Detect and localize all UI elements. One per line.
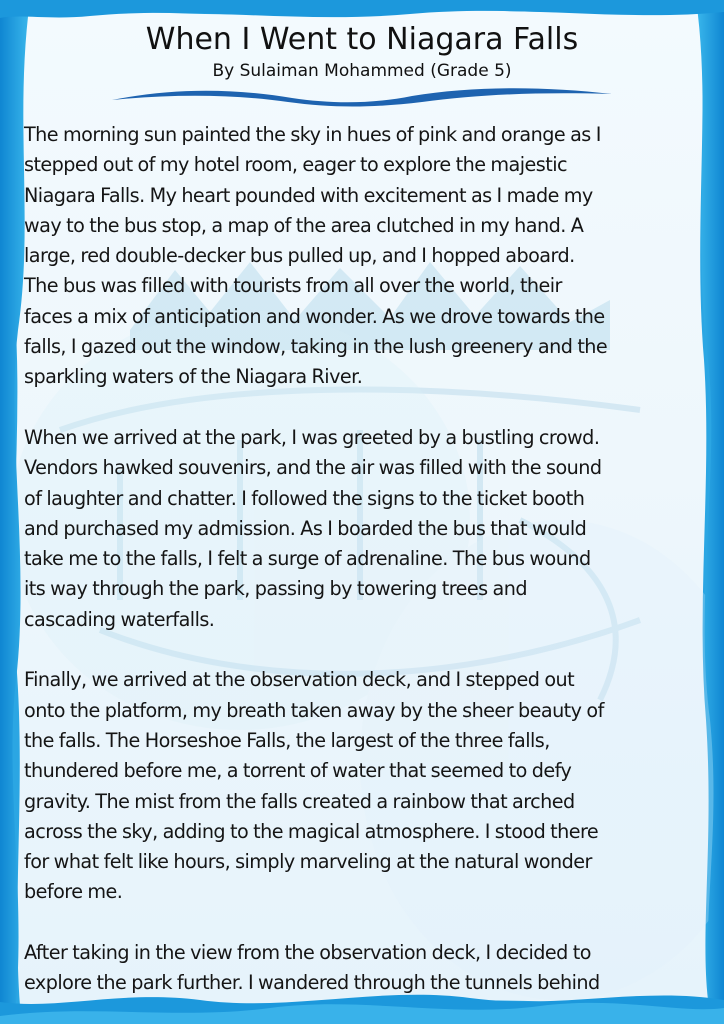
text-line: large, red double-decker bus pulled up, and I hopped aboard. (24, 244, 575, 268)
text-line: Niagara Falls. My heart pounded with excitement as I made my (24, 183, 593, 207)
paragraph-1 (24, 120, 700, 393)
text-line: explore the park further. I wandered through the tunnels behind (24, 971, 600, 995)
paragraph-2 (24, 423, 700, 635)
text-line: stepped out of my hotel room, eager to explore the majestic (24, 153, 567, 177)
text-line: The bus was filled with tourists from all over the world, their (24, 274, 562, 298)
text-line: for what felt like hours, simply marveling at the natural wonder (24, 850, 592, 874)
text-line: falls, I gazed out the window, taking in the lush greenery and the (24, 335, 608, 359)
text-line: its way through the park, passing by towering trees and (24, 577, 527, 601)
text-line: onto the platform, my breath taken away by the sheer beauty of (24, 698, 604, 722)
paragraph-3 (24, 665, 700, 907)
text-line: of laughter and chatter. I followed the signs to the ticket booth (24, 486, 585, 510)
story-body (24, 120, 700, 1024)
text-line: sparkling waters of the Niagara River. (24, 365, 363, 389)
text-line: take me to the falls, I felt a surge of adrenaline. The bus wound (24, 547, 591, 571)
text-line: After taking in the view from the observation deck, I decided to (24, 941, 591, 965)
text-line: across the sky, adding to the magical atmosphere. I stood there (24, 819, 599, 843)
text-line: Vendors hawked souvenirs, and the air was filled with the sound (24, 456, 602, 480)
text-line: thundered before me, a torrent of water that seemed to defy (24, 759, 572, 783)
text-line: and purchased my admission. As I boarded the bus that would (24, 516, 587, 540)
text-line: The morning sun painted the sky in hues of pink and orange as I (24, 123, 601, 146)
text-line: way to the bus stop, a map of the area clutched in my hand. A (24, 213, 584, 237)
text-line: the falls. The Horseshoe Falls, the largest of the three falls, (24, 728, 550, 752)
text-line: Finally, we arrived at the observation deck, and I stepped out (24, 668, 575, 692)
author-byline: By Sulaiman Mohammed (Grade 5) (212, 61, 512, 81)
text-line: When we arrived at the park, I was greeted by a bustling crowd. (24, 425, 600, 449)
text-line: faces a mix of anticipation and wonder. As we drove towards the (24, 304, 605, 328)
text-line: gravity. The mist from the falls created a rainbow that arched (24, 789, 575, 813)
text-line: cascading waterfalls. (24, 607, 215, 631)
paragraph-4 (24, 938, 700, 999)
page-title: When I Went to Niagara Falls (145, 22, 579, 57)
text-line: before me. (24, 880, 123, 904)
title-wave-underline (112, 84, 612, 108)
